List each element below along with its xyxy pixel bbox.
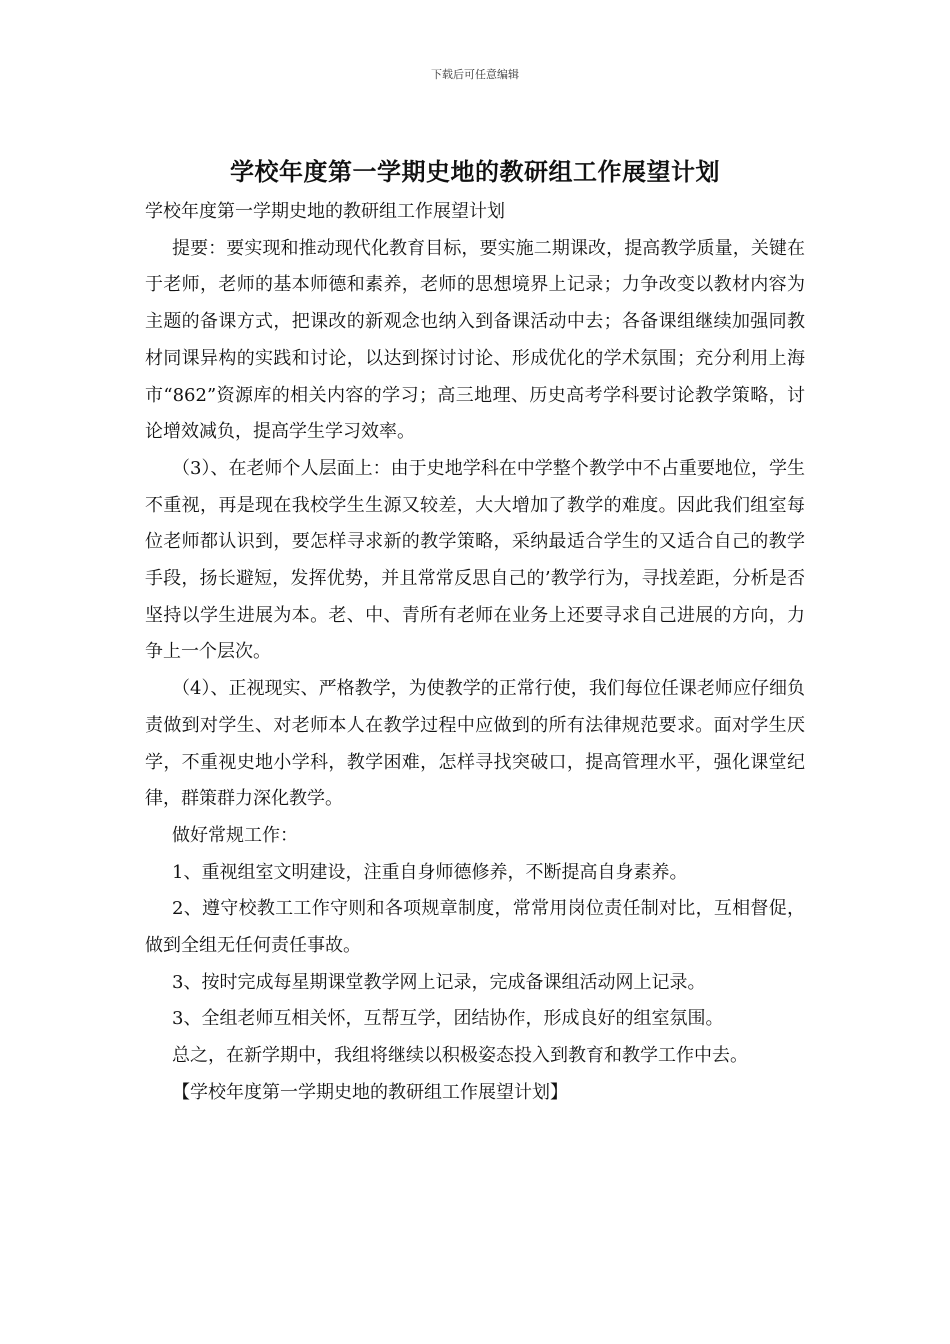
routine-item-3: 3、按时完成每星期课堂教学网上记录，完成备课组活动网上记录。 (172, 971, 706, 993)
routine-work-heading: 做好常规工作： (172, 824, 298, 846)
teacher-level-paragraph: （3）、在老师个人层面上：由于史地学科在中学整个教学中不占重要地位，学生不重视，再是现在我校学生生源又较差，大大增加了教学的难度。因此我们组室每位老师都认识到，要怎样寻求新的教学策略，采纳最适合学生的又适合自己的教学手段，扬长避短，发挥优势，并且常常反思自己的’教学行为，寻找差距，分析是否坚持以学生进展为本。老、中、青所有老师在业务上还要寻求自己进展的方向，力争上一个层次。 (145, 457, 805, 663)
document-title: 学校年度第一学期史地的教研组工作展望计划 (230, 157, 720, 186)
routine-item-4: 3、全组老师互相关怀，互帮互学，团结协作，形成良好的组室氛围。 (172, 1008, 724, 1030)
document-body (145, 194, 805, 1112)
summary-paragraph: 提要：要实现和推动现代化教育目标，要实施二期课改，提高教学质量，关键在于老师，老师的基本师德和素养，老师的思想境界上记录；力争改变以教材内容为主题的备课方式，把课改的新观念也纳入到备课活动中去；各备课组继续加强同教材同课异构的实践和讨论，以达到探讨讨论、形成优化的学术氛围；充分利用上海市“862”资源库的相关内容的学习；高三地理、历史高考学科要讨论教学策略，讨论增效减负，提高学生学习效率。 (145, 237, 805, 443)
strict-teaching-paragraph: （4）、正视现实、严格教学，为使教学的正常行使，我们每位任课老师应仔细负责做到对学生、对老师本人在教学过程中应做到的所有法律规范要求。面对学生厌学，不重视史地小学科，教学困难，怎样寻找突破口，提高管理水平，强化课堂纪律，群策群力深化教学。 (145, 678, 805, 810)
footer-title-line: 【学校年度第一学期史地的教研组工作展望计划】 (172, 1081, 568, 1103)
subtitle-paragraph: 学校年度第一学期史地的教研组工作展望计划 (145, 201, 505, 222)
conclusion-paragraph: 总之，在新学期中，我组将继续以积极姿态投入到教育和教学工作中去。 (172, 1045, 748, 1067)
routine-item-1: 1、重视组室文明建设，注重自身师德修养，不断提高自身素养。 (172, 861, 688, 883)
routine-item-2: 2、遵守校教工工作守则和各项规章制度，常常用岗位责任制对比，互相督促，做到全组无任何责任事故。 (145, 898, 805, 957)
header-note: 下载后可任意编辑 (431, 68, 519, 81)
